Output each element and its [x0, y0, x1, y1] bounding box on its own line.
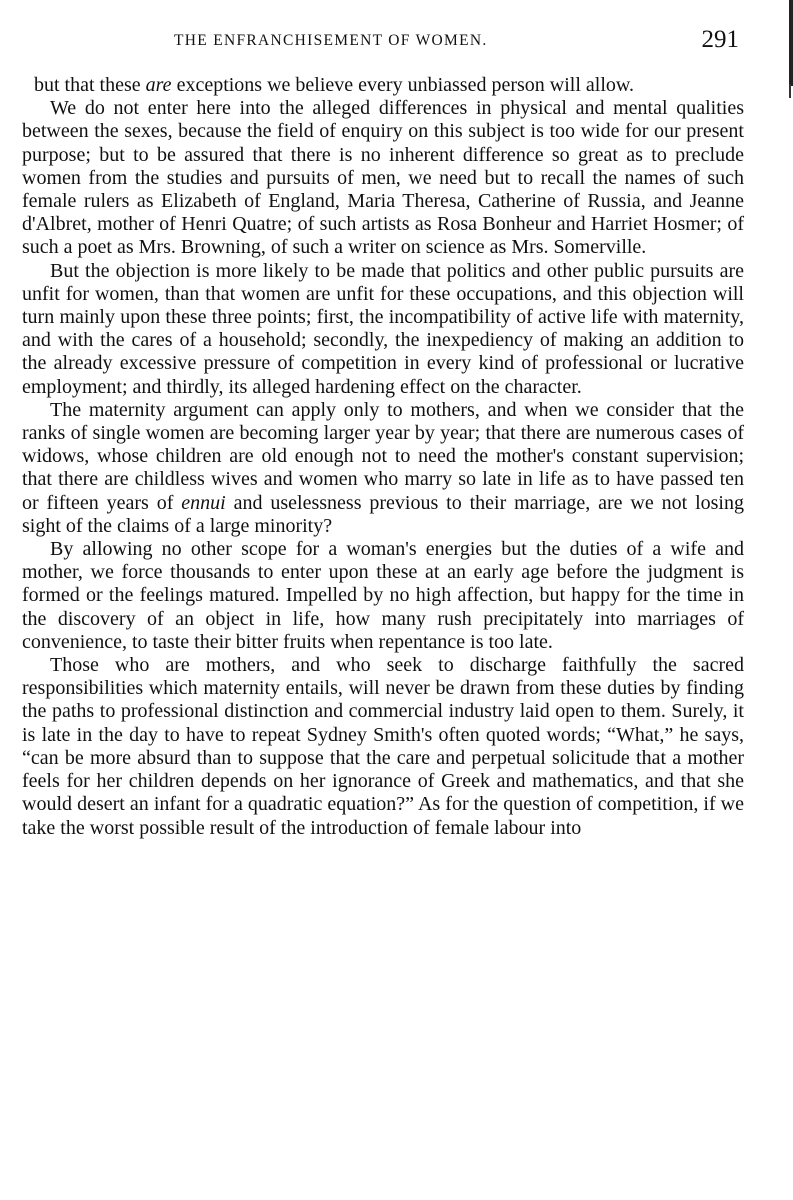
page-edge-shadow [789, 0, 793, 86]
text-run: and uselessness previous to their marriage, are we not losing sight of the claims of a large minority? [22, 491, 744, 537]
paragraph [22, 74, 744, 97]
page-number: 291 [701, 26, 739, 53]
text-run: Those who are mothers, and who seek to discharge faithfully the sacred responsibilities which maternity entails, will never be drawn from these duties by finding the paths to professional distinction and commercial industry laid open to them. Surely, it is late in the day to have to repeat Sydney Smith's often quoted words; “What,” he says, “can be more absurd than to suppose that the care and perpetual solicitude that a mother feels for her children depends on her ignorance of Greek and mathematics, and that she would desert an infant for a quadratic equation?” As for the question of competition, if we take the worst possible result of the introduction of female labour into [22, 654, 744, 839]
text-run: But the objection is more likely to be made that politics and other public pursuits are unfit for women, than that women are unfit for these occupations, and this objection will turn mainly upon these three points; first, the incompatibility of active life with maternity, and with the cares of a household; secondly, the inexpediency of making an addition to the already excessive pressure of competition in every kind of professional or lucrative employment; and thirdly, its alleged hardening effect on the character. [22, 259, 744, 398]
paragraph [22, 538, 744, 654]
text-run: We do not enter here into the alleged differences in physical and mental qualities between the sexes, because the field of enquiry on this subject is too wide for our present purpose; but to be assured that there is no inherent difference so great as to preclude women from the studies and pursuits of men, we need but to recall the names of such female rulers as Elizabeth of England, Maria Theresa, Catherine of Russia, and Jeanne d'Albret, mother of Henri Quatre; of such artists as Rosa Bonheur and Harriet Hosmer; of such a poet as Mrs. Browning, of such a writer on science as Mrs. Somerville. [22, 97, 744, 259]
text-run: but that these [34, 74, 146, 96]
italic-text: are [145, 74, 172, 96]
text-run: exceptions we believe every unbiassed person will allow. [171, 74, 635, 96]
running-head: THE ENFRANCHISEMENT OF WOMEN. [174, 32, 488, 49]
page-header [170, 26, 745, 56]
body-text [22, 74, 744, 840]
text-run: The maternity argument can apply only to mothers, and when we consider that the ranks of single women are becoming larger year by year; that there are numerous cases of widows, whose children are old enough not to need the mother's constant supervision; that there are childless wives and women who marry so late in life as to have passed ten or fifteen years of [22, 398, 744, 514]
paragraph [22, 399, 744, 538]
margin-mark [789, 84, 791, 98]
text-run: By allowing no other scope for a woman's energies but the duties of a wife and mother, we force thousands to enter upon these at an early age before the judgment is formed or the feelings matured. Impelled by no high affection, but happy for the time in the discovery of an object in life, how many rush precipitately into marriages of convenience, to taste their bitter fruits when repentance is too late. [22, 538, 744, 653]
paragraph [22, 654, 744, 840]
italic-text: ennui [181, 491, 226, 514]
paragraph [22, 260, 744, 399]
paragraph [22, 97, 744, 259]
